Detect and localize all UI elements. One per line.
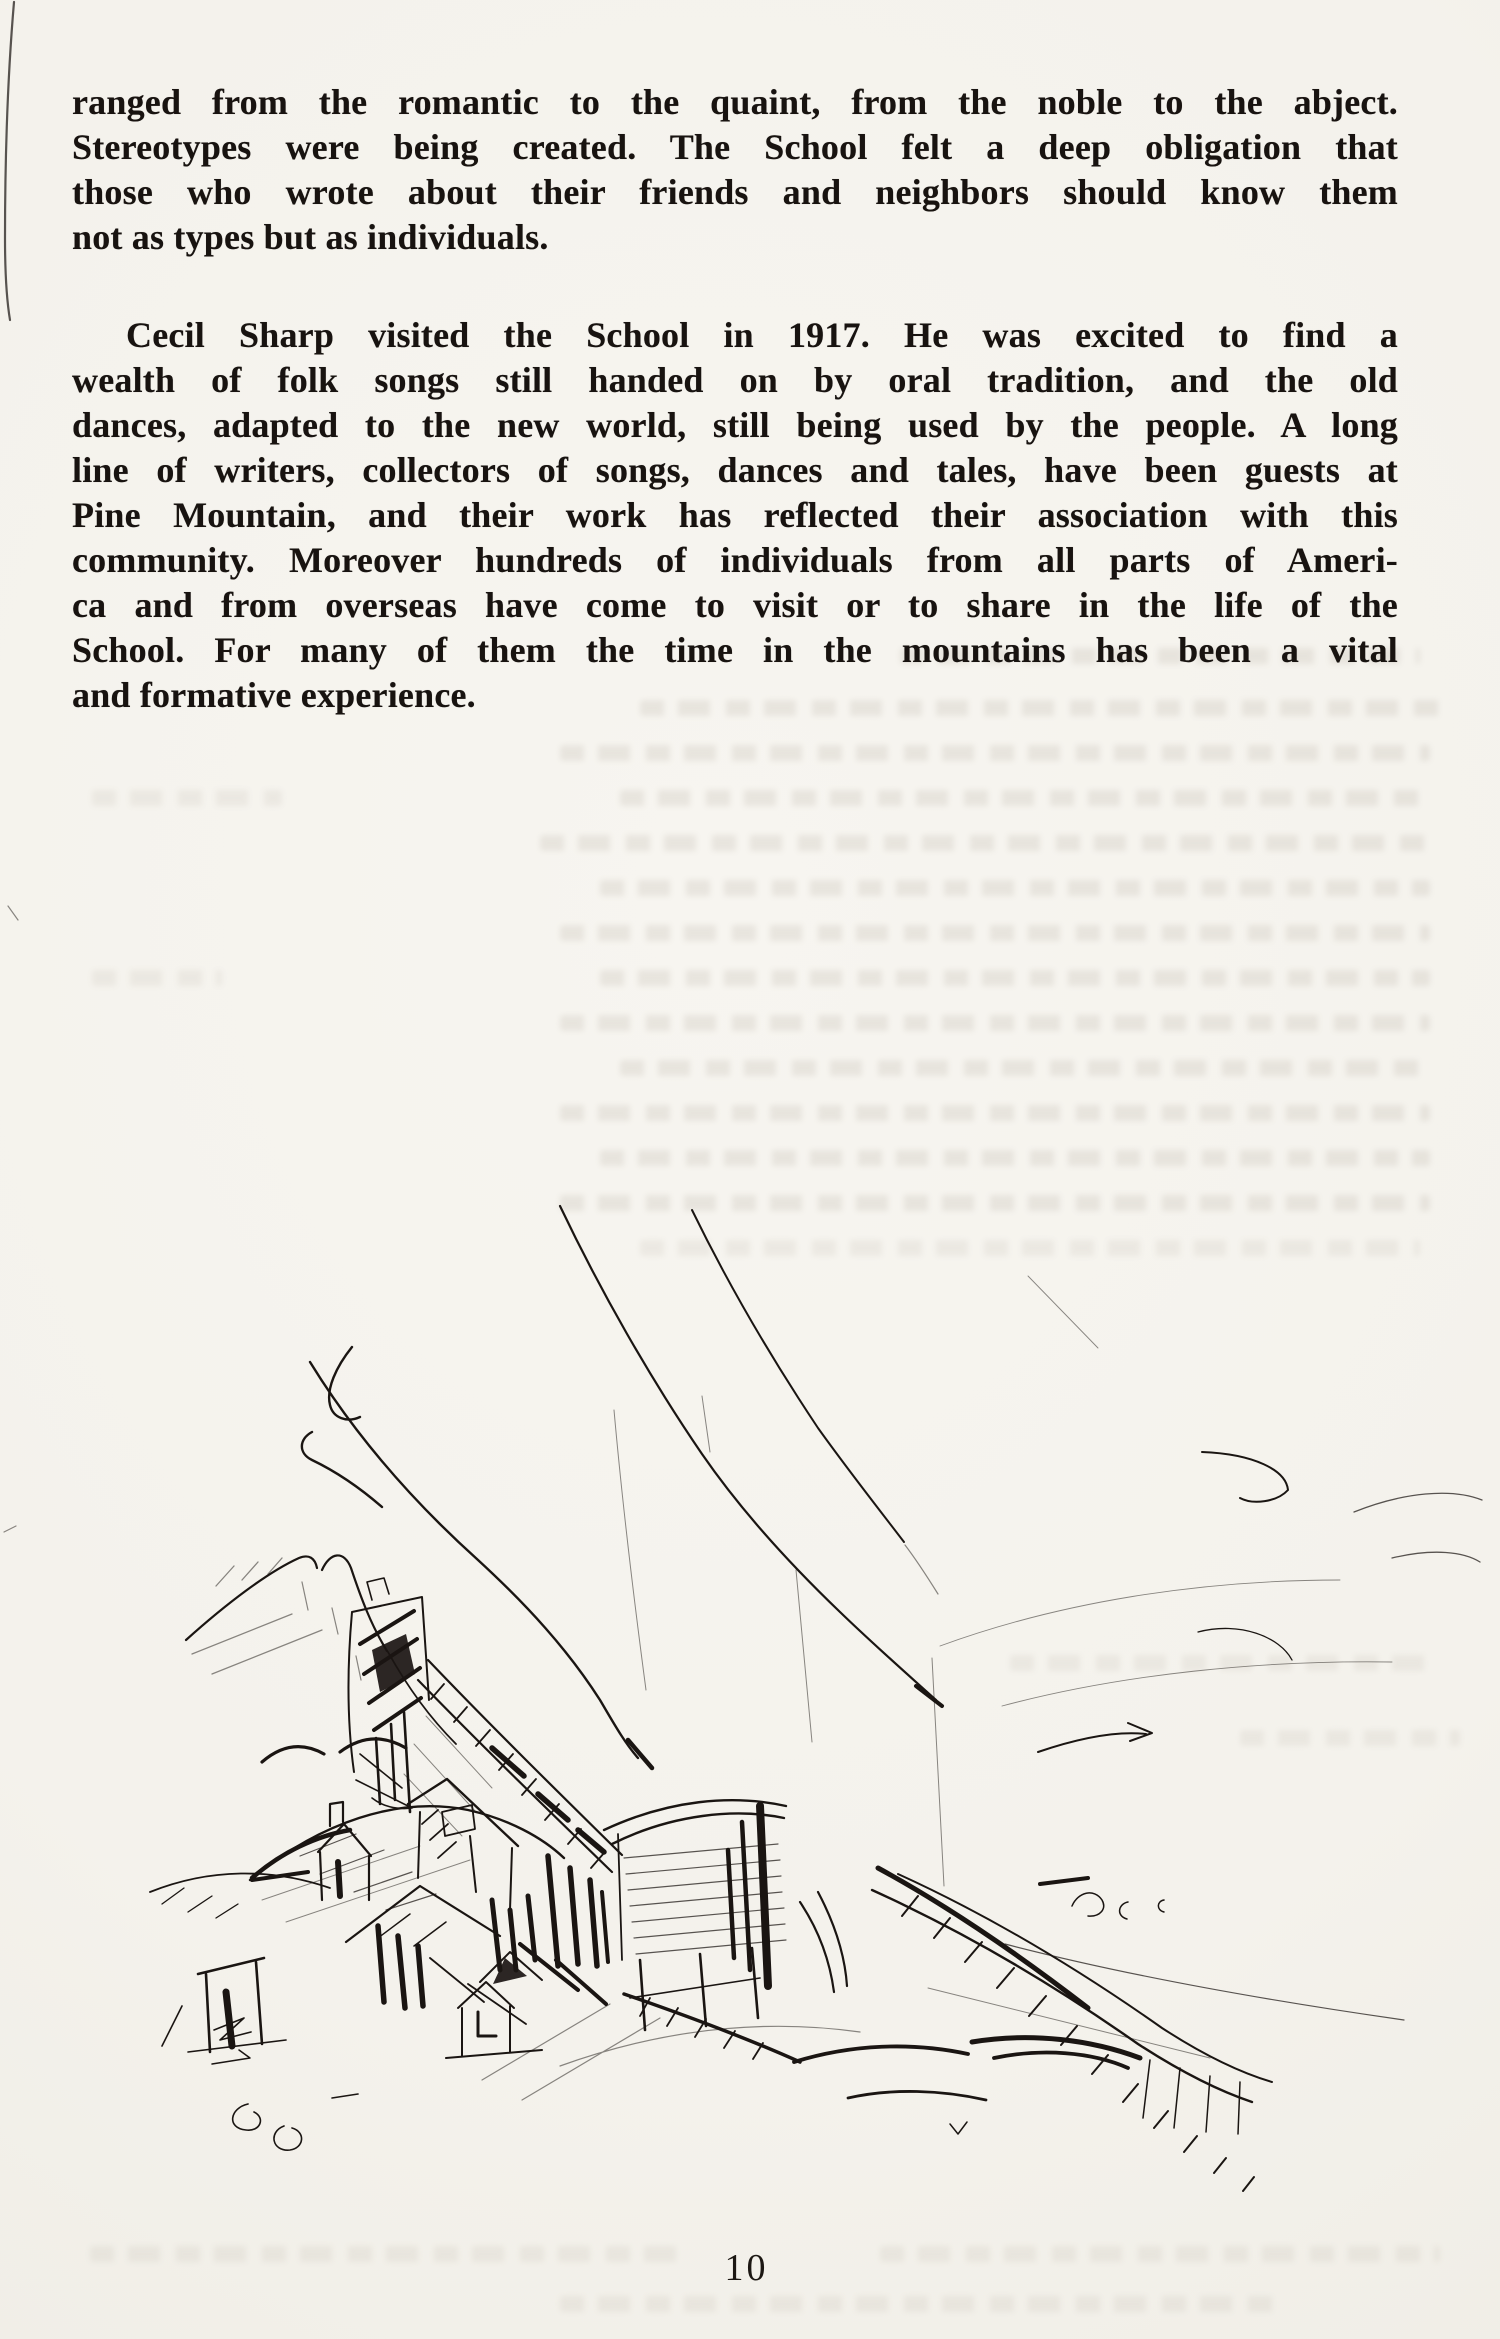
text-line: community. Moreover hundreds of individuals from all parts of Ameri- [72,540,1398,580]
text-line: dances, adapted to the new world, still being used by the people. A long [72,405,1398,445]
text-line: Stereotypes were being created. The School felt a deep obligation that [72,127,1398,167]
text-line: School. For many of them the time in the mountains has been a vital [72,630,1398,670]
text-line: and formative experience. [72,675,476,715]
text-line: those who wrote about their friends and neighbors should know them [72,172,1398,212]
paragraph-1 [72,80,1398,260]
text-line: Cecil Sharp visited the School in 1917. He was excited to find a [126,315,1398,355]
page-number: 10 [724,2247,769,2289]
body-text [72,80,1398,718]
text-line: Pine Mountain, and their work has reflected their association with this [72,495,1398,535]
text-line: ca and from overseas have come to visit or to share in the life of the [72,585,1398,625]
paragraph-2 [72,313,1398,718]
text-line: not as types but as individuals. [72,217,549,257]
text-line: line of writers, collectors of songs, dances and tales, have been guests at [72,450,1398,490]
text-line: ranged from the romantic to the quaint, from the noble to the abject. [72,82,1398,122]
text-line: wealth of folk songs still handed on by oral tradition, and the old [72,360,1398,400]
